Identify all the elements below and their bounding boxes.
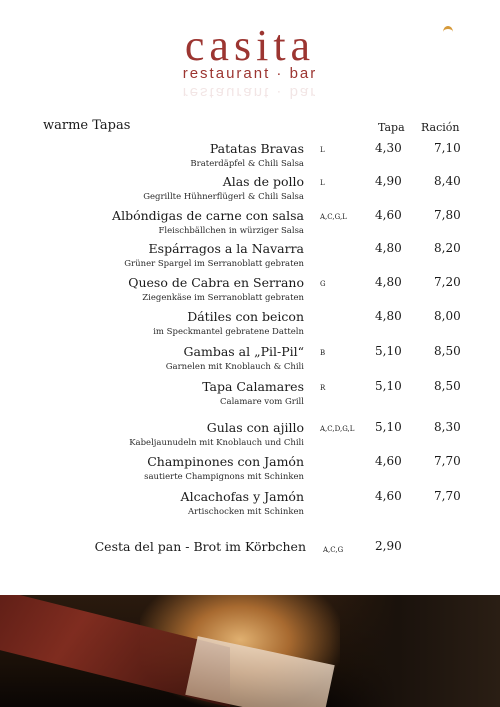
price-tapa: 4,60 xyxy=(375,489,402,503)
allergen-codes: B xyxy=(320,349,326,357)
allergen-codes: L xyxy=(320,146,325,154)
allergen-codes: L xyxy=(320,179,325,187)
allergen-codes: A,C,G xyxy=(323,546,344,554)
logo-subtitle: restaurant · bar xyxy=(182,65,318,82)
allergen-codes: A,C,G,L xyxy=(320,213,347,221)
dish-name: Champinones con Jamón xyxy=(147,454,304,469)
dish-description: Ziegenkäse im Serranoblatt gebraten xyxy=(142,293,304,303)
dish-description: Calamare vom Grill xyxy=(220,397,304,407)
price-racion: 8,30 xyxy=(434,420,461,434)
allergen-codes: R xyxy=(320,384,326,392)
allergen-codes: G xyxy=(320,280,326,288)
dish-description: sautierte Champignons mit Schinken xyxy=(144,472,304,482)
logo-accent-mark xyxy=(443,26,453,38)
price-racion: 7,20 xyxy=(434,275,461,289)
logo-reflection: restaurant · bar xyxy=(182,84,318,101)
dish-name: Dátiles con beicon xyxy=(187,309,304,324)
price-racion: 7,70 xyxy=(434,489,461,503)
dish-name: Albóndigas de carne con salsa xyxy=(112,208,304,223)
dish-name: Espárragos a la Navarra xyxy=(148,241,304,256)
dish-description: Gegrillte Hühnerflügerl & Chili Salsa xyxy=(143,192,304,202)
price-racion: 7,10 xyxy=(434,141,461,155)
column-header-tapa: Tapa xyxy=(378,121,405,134)
price-tapa: 4,60 xyxy=(375,454,402,468)
bread-price: 2,90 xyxy=(375,539,402,553)
dish-name: Patatas Bravas xyxy=(209,141,304,156)
dish-name: Alcachofas y Jamón xyxy=(180,489,304,504)
price-tapa: 5,10 xyxy=(375,379,402,393)
dish-description: Grüner Spargel im Serranoblatt gebraten xyxy=(124,259,304,269)
column-header-racion: Ración xyxy=(421,121,460,134)
dish-description: im Speckmantel gebratene Datteln xyxy=(153,327,304,337)
price-tapa: 4,80 xyxy=(375,241,402,255)
dish-description: Fleischbällchen in würziger Salsa xyxy=(158,226,304,236)
dish-description: Artischocken mit Schinken xyxy=(188,507,304,517)
price-racion: 8,20 xyxy=(434,241,461,255)
price-tapa: 4,30 xyxy=(375,141,402,155)
price-tapa: 4,80 xyxy=(375,309,402,323)
price-tapa: 5,10 xyxy=(375,344,402,358)
price-racion: 7,70 xyxy=(434,454,461,468)
restaurant-photo xyxy=(0,595,500,707)
dish-name: Cesta del pan - Brot im Körbchen xyxy=(94,539,306,554)
dish-description: Garnelen mit Knoblauch & Chili xyxy=(165,362,304,372)
dish-name: Alas de pollo xyxy=(222,174,304,189)
dish-name: Tapa Calamares xyxy=(202,379,304,394)
allergen-codes: A,C,D,G,L xyxy=(320,425,355,433)
dish-name: Queso de Cabra en Serrano xyxy=(128,275,304,290)
price-tapa: 4,90 xyxy=(375,174,402,188)
price-racion: 7,80 xyxy=(434,208,461,222)
price-tapa: 5,10 xyxy=(375,420,402,434)
price-racion: 8,50 xyxy=(434,344,461,358)
price-tapa: 4,80 xyxy=(375,275,402,289)
dish-description: Braterdäpfel & Chili Salsa xyxy=(190,159,304,169)
restaurant-logo xyxy=(0,21,500,101)
price-racion: 8,40 xyxy=(434,174,461,188)
dish-description: Kabeljaunudeln mit Knoblauch und Chili xyxy=(129,438,304,448)
logo-word: casita xyxy=(184,21,316,70)
dish-name: Gambas al „Pil-Pil“ xyxy=(183,344,304,359)
price-racion: 8,50 xyxy=(434,379,461,393)
section-title: warme Tapas xyxy=(43,118,131,133)
price-tapa: 4,60 xyxy=(375,208,402,222)
price-racion: 8,00 xyxy=(434,309,461,323)
dish-name: Gulas con ajillo xyxy=(206,420,304,435)
